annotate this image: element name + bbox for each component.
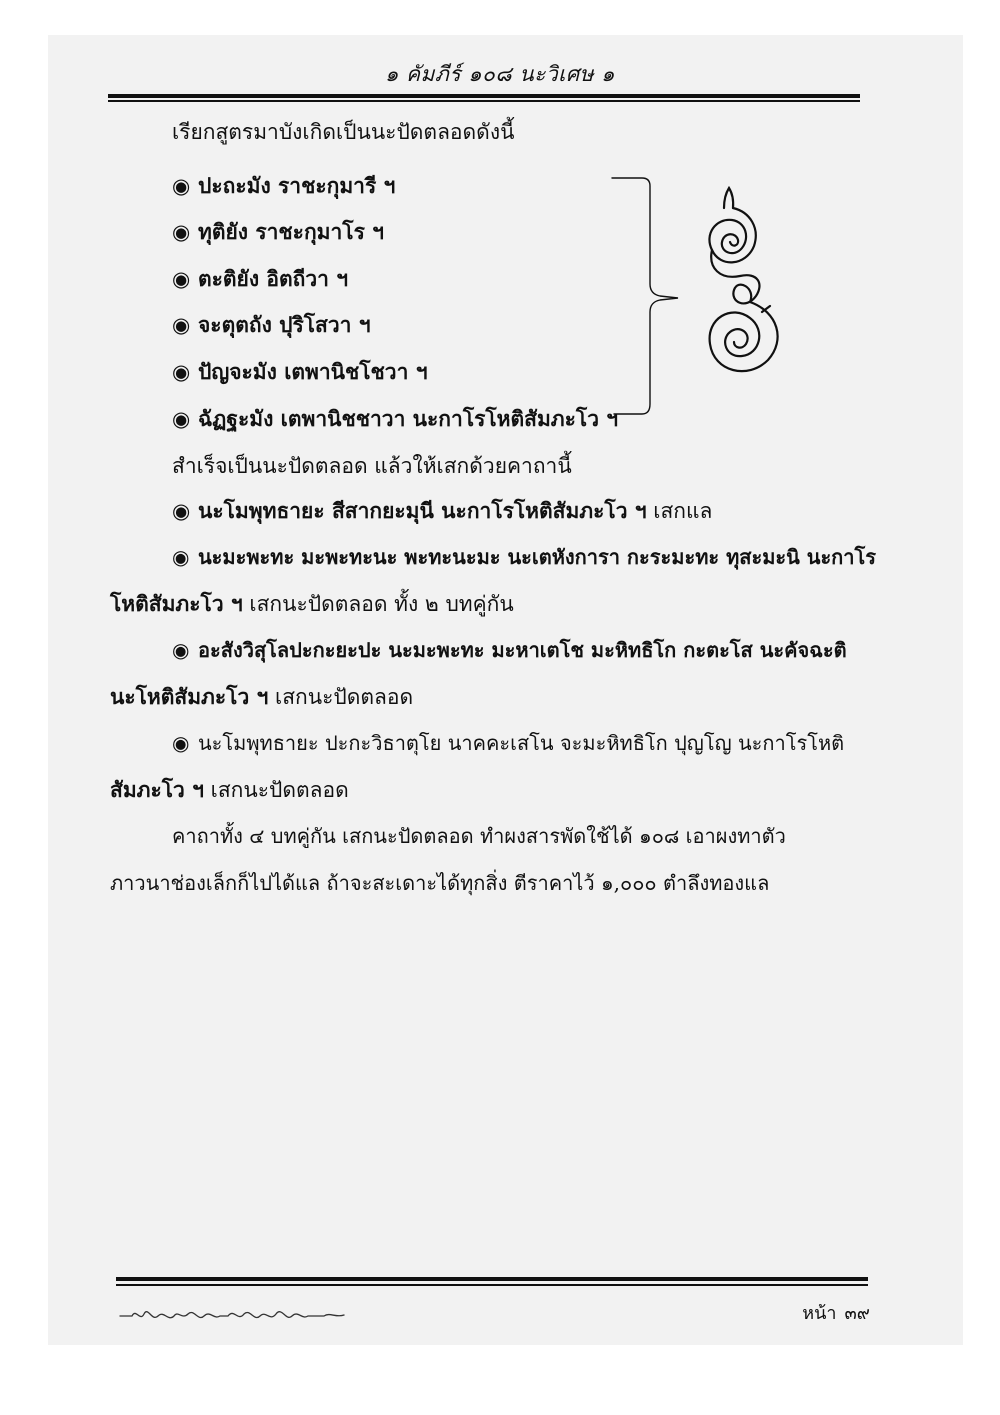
katha-3-text: อะสังวิสุโลปะกะยะปะ นะมะพะทะ มะหาเตโช มะหิทธิโก กะตะโส นะคัจฉะติ [198,638,847,662]
bracket-line [612,178,678,414]
header-rule-thick [108,94,860,98]
verse-text: ทุติยัง ราชะกุมาโร ฯ [198,219,384,244]
hook-top [724,188,733,208]
lower-spiral [710,302,778,371]
bullet-icon: ◉ [172,220,191,244]
bullet-icon: ◉ [172,638,190,662]
yantra-figure [600,172,800,422]
verse-text: ปัญจะมัง เตพานิชโชวา ฯ [198,359,428,384]
katha-4-line-2 [110,776,349,804]
verse-6 [172,405,618,433]
katha-2-ending: โหติสัมภะโว ฯ [110,591,243,616]
upper-spiral [709,208,755,262]
footer-rule-thick [116,1277,868,1281]
footer-rule-thin [116,1284,868,1286]
katha-1 [172,497,712,525]
bullet-icon: ◉ [172,174,191,198]
verse-3 [172,265,348,293]
katha-2-line-2 [110,590,514,618]
katha-3-line-1 [172,636,847,664]
page-header-title: ๑ คัมภีร์ ๑๐๘ นะวิเศษ ๑ [385,62,615,86]
katha-4-note: เสกนะปัดตลอด [210,778,349,802]
verse-text: ฉัฏฐะมัง เตพานิชชาวา นะกาโรโหติสัมภะโว ฯ [198,406,619,431]
verse-text: ปะถะมัง ราชะกุมารี ฯ [198,173,396,198]
verse-2 [172,218,384,246]
katha-4-line-1 [172,729,844,757]
katha-1-text: นะโมพุทธายะ สีสากยะมุนี นะกาโรโหติสัมภะโว ฯ [198,498,647,523]
katha-4-text: นะโมพุทธายะ ปะกะวิธาตุโย นาคคะเสโน จะมะหิทธิโก ปุญโญ นะกาโรโหติ [198,731,845,755]
katha-2-line-1 [172,543,876,571]
bullet-icon: ◉ [172,731,190,755]
page-number-label: หน้า [802,1303,837,1324]
bullet-icon: ◉ [172,545,190,569]
bullet-icon: ◉ [172,313,191,337]
after-verses-line: สำเร็จเป็นนะปัดตลอด แล้วให้เสกด้วยคาถานี้ [172,454,572,478]
katha-3-line-2 [110,683,413,711]
closing-line-2: ภาวนาช่องเล็กก็ไปได้แล ถ้าจะสะเดาะได้ทุกสิ่ง ตีราคาไว้ ๑,๐๐๐ ตำลึงทองแล [110,871,770,895]
page-number [802,1298,870,1327]
verse-1 [172,172,395,200]
bullet-icon: ◉ [172,499,191,523]
katha-2-text: นะมะพะทะ มะพะทะนะ พะทะนะมะ นะเตหังการา กะระมะทะ ทุสะมะนิ นะกาโร [198,545,877,569]
bullet-icon: ◉ [172,360,191,384]
intro-line: เรียกสูตรมาบังเกิดเป็นนะปัดตลอดดังนี้ [172,120,515,144]
verse-5 [172,358,428,386]
closing-line-1: คาถาทั้ง ๔ บทคู่กัน เสกนะปัดตลอด ทำผงสารพัดใช้ได้ ๑๐๘ เอาผงทาตัว [172,824,786,848]
katha-2-note: เสกนะปัดตลอด ทั้ง ๒ บทคู่กัน [249,592,514,616]
page-number-value: ๓๙ [844,1303,870,1324]
katha-3-ending: นะโหติสัมภะโว ฯ [110,684,269,709]
verse-text: ตะติยัง อิตถีวา ฯ [198,266,349,291]
bullet-icon: ◉ [172,407,191,431]
verse-4 [172,311,371,339]
handwritten-signature [118,1298,348,1328]
header-rule-thin [108,100,860,102]
katha-1-suffix: เสกแล [653,499,713,523]
bullet-icon: ◉ [172,267,191,291]
verse-text: จะตุตถัง ปุริโสวา ฯ [198,312,371,337]
katha-3-note: เสกนะปัดตลอด [275,685,414,709]
katha-4-ending: สัมภะโว ฯ [110,777,204,802]
